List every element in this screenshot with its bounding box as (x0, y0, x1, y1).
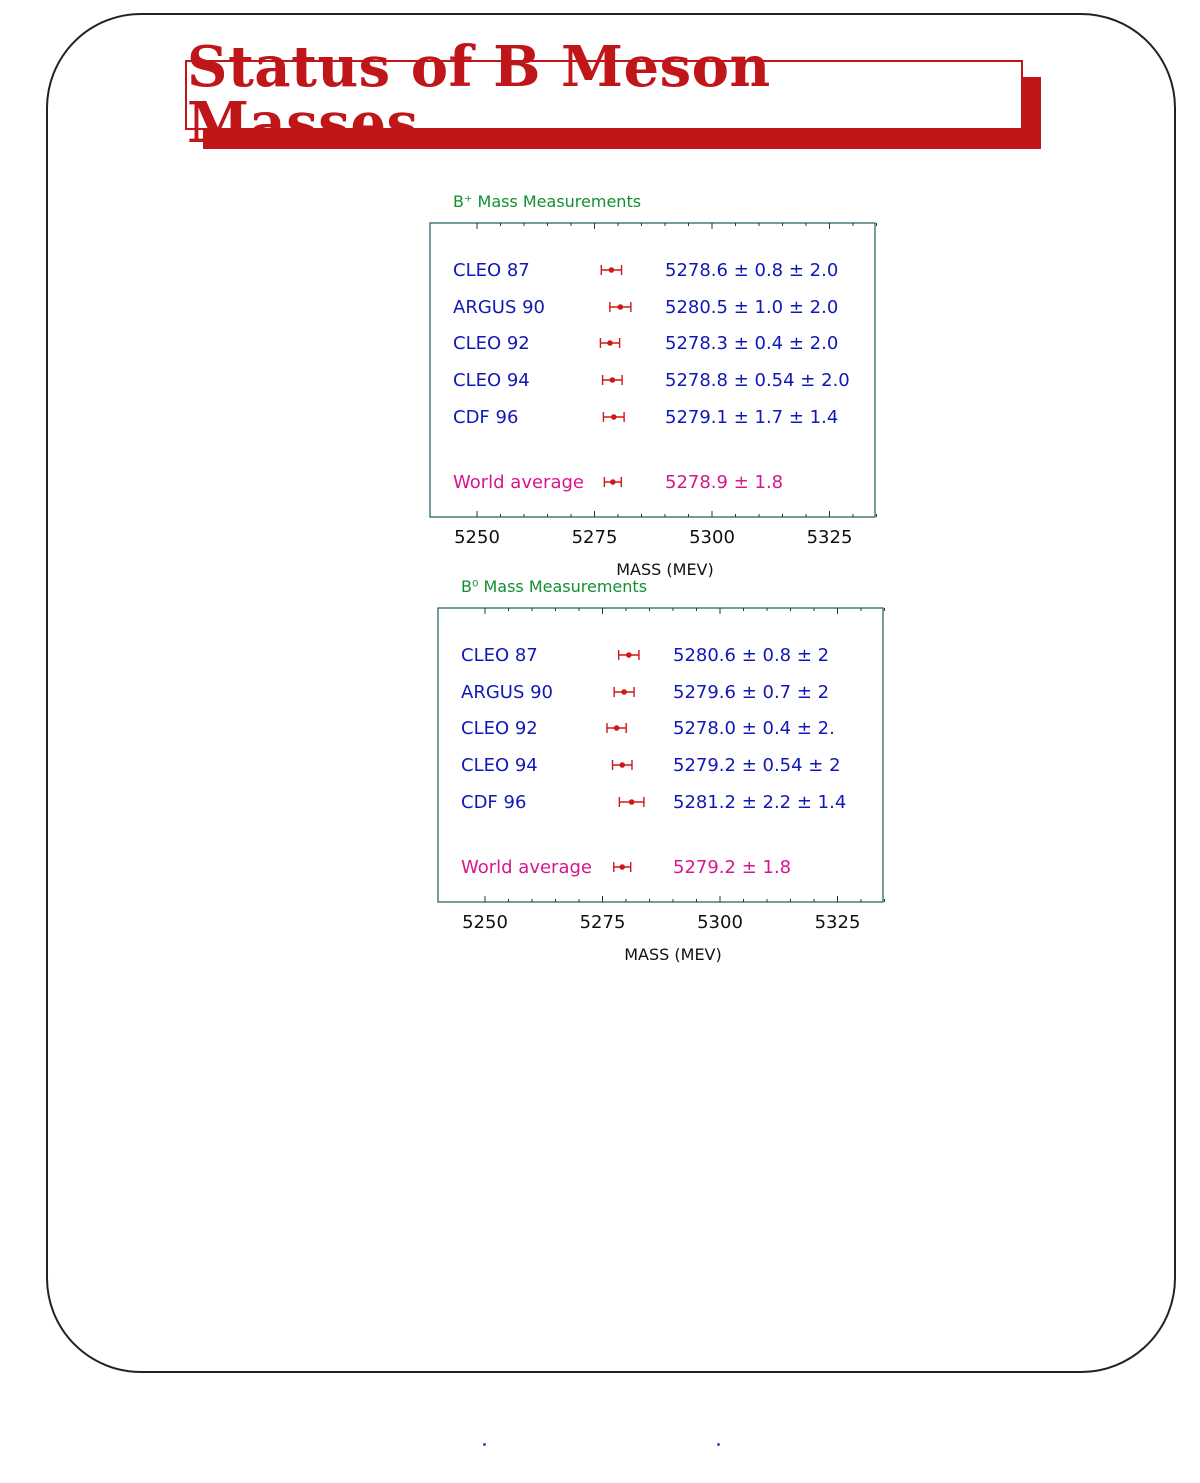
chart-heading: B⁺ Mass Measurements (453, 192, 642, 211)
data-point (609, 267, 615, 273)
bzero-mass-chart (428, 570, 908, 970)
page-title: Status of B Meson Masses (187, 34, 771, 156)
measurement-value: 5278.6 ± 0.8 ± 2.0 (665, 260, 839, 281)
data-point (619, 762, 625, 768)
experiment-label: ARGUS 90 (461, 682, 553, 703)
x-tick-label: 5250 (462, 912, 508, 933)
data-point (619, 864, 625, 870)
data-point (611, 414, 617, 420)
x-axis-label: MASS (MEV) (624, 945, 722, 964)
measurement-value: 5280.5 ± 1.0 ± 2.0 (665, 297, 839, 318)
x-axis-label: MASS (MEV) (616, 560, 714, 579)
experiment-label: ARGUS 90 (453, 297, 545, 318)
measurement-value: 5279.1 ± 1.7 ± 1.4 (665, 407, 839, 428)
experiment-label: CLEO 87 (461, 645, 538, 666)
world-average-value: 5279.2 ± 1.8 (673, 857, 792, 878)
data-point (626, 652, 632, 658)
experiment-label: CLEO 87 (453, 260, 530, 281)
x-tick-label: 5300 (689, 527, 735, 548)
scan-speck (717, 1443, 720, 1446)
world-average-label: World average (453, 472, 584, 493)
measurement-value: 5278.8 ± 0.54 ± 2.0 (665, 370, 850, 391)
measurement-value: 5279.6 ± 0.7 ± 2 (673, 682, 830, 703)
x-tick-label: 5325 (814, 912, 861, 933)
measurement-value: 5281.2 ± 2.2 ± 1.4 (673, 792, 847, 813)
x-tick-label: 5250 (454, 527, 500, 548)
measurement-value: 5278.3 ± 0.4 ± 2.0 (665, 333, 839, 354)
experiment-label: CDF 96 (461, 792, 527, 813)
experiment-label: CDF 96 (453, 407, 519, 428)
data-point (610, 377, 616, 383)
data-point (618, 304, 624, 310)
x-tick-label: 5300 (697, 912, 743, 933)
world-average-label: World average (461, 857, 592, 878)
bplus-mass-chart (420, 185, 900, 585)
data-point (621, 689, 627, 695)
data-point (614, 725, 620, 731)
measurement-value: 5279.2 ± 0.54 ± 2 (673, 755, 841, 776)
measurement-value: 5280.6 ± 0.8 ± 2 (673, 645, 830, 666)
chart-heading: B⁰ Mass Measurements (461, 577, 648, 596)
scan-speck (483, 1443, 486, 1446)
world-average-value: 5278.9 ± 1.8 (665, 472, 784, 493)
title-box (185, 34, 1023, 156)
x-tick-label: 5275 (579, 912, 626, 933)
x-tick-label: 5275 (571, 527, 618, 548)
data-point (610, 479, 616, 485)
measurement-value: 5278.0 ± 0.4 ± 2. (673, 718, 835, 739)
data-point (629, 799, 635, 805)
experiment-label: CLEO 94 (453, 370, 530, 391)
experiment-label: CLEO 92 (453, 333, 530, 354)
x-tick-label: 5325 (806, 527, 853, 548)
experiment-label: CLEO 92 (461, 718, 538, 739)
data-point (607, 340, 613, 346)
experiment-label: CLEO 94 (461, 755, 538, 776)
